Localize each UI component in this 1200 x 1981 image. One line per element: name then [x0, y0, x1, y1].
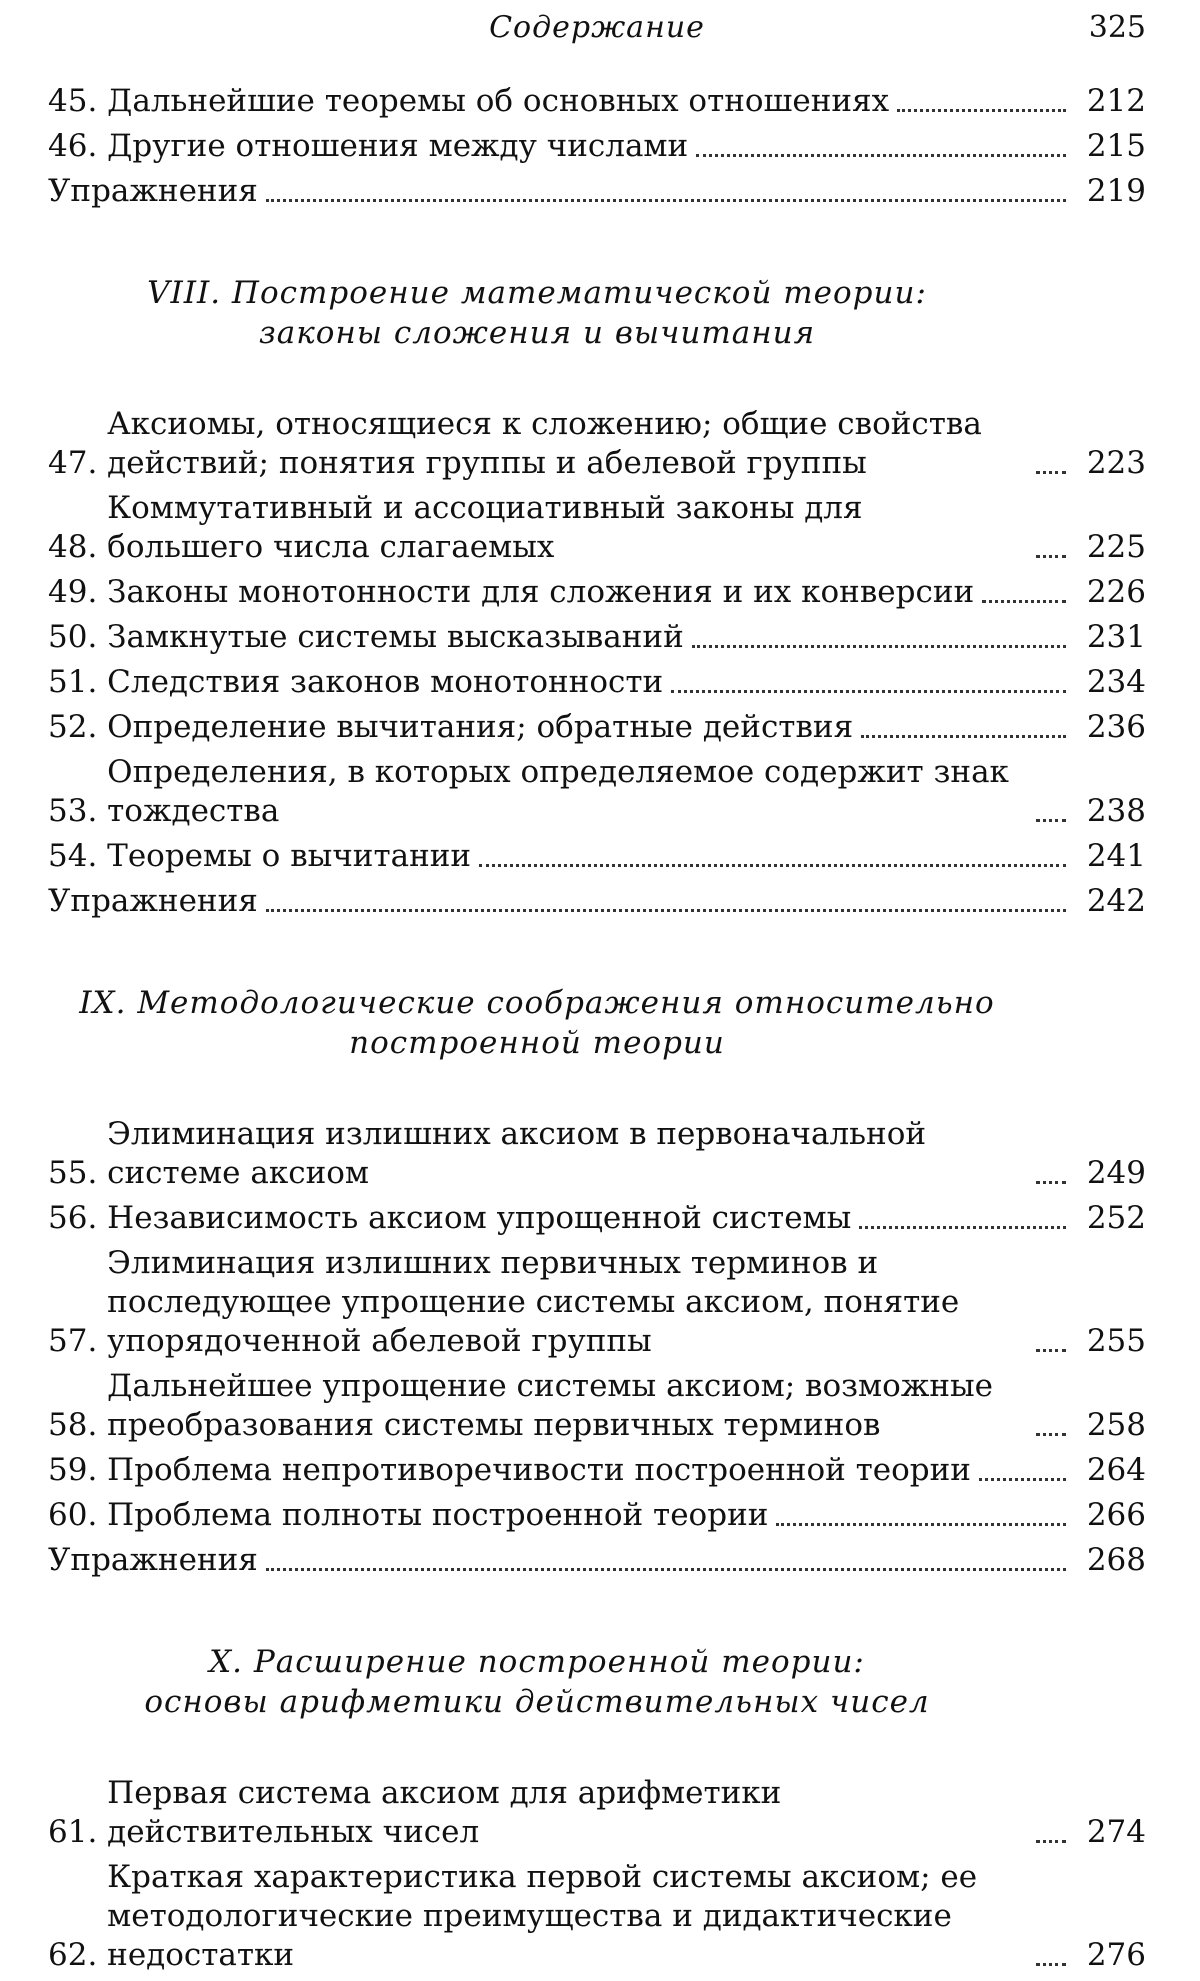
- entry-page: 238: [1086, 793, 1146, 829]
- chapter-heading-line: законы сложения и вычитания: [258, 315, 816, 351]
- entry-number: 49.: [48, 574, 108, 610]
- chapter-heading-line: X. Расширение построенной теории:: [209, 1644, 865, 1680]
- entry-number: 60.: [48, 1497, 108, 1533]
- dot-leader: [861, 734, 1066, 738]
- toc-entry: [48, 837, 1146, 876]
- entry-title-wrap: [107, 489, 1076, 567]
- entry-number: 50.: [48, 619, 108, 655]
- dot-leader: [859, 1225, 1066, 1229]
- toc-entry: [48, 882, 1146, 921]
- table-of-contents: [48, 82, 1146, 1981]
- entry-number: 57.: [48, 1323, 108, 1359]
- entry-title: Дальнейшие теоремы об основных отношениях: [107, 83, 890, 119]
- entry-page: 268: [1086, 1542, 1146, 1578]
- entry-title: Упражнения: [48, 1542, 258, 1578]
- dot-leader: [1036, 1962, 1066, 1966]
- entry-number: 61.: [48, 1814, 108, 1850]
- toc-entry: [48, 708, 1146, 747]
- chapter-heading: [48, 983, 1146, 1063]
- toc-entry: [48, 753, 1146, 831]
- dot-leader: [1036, 1180, 1066, 1184]
- entry-title-wrap: [107, 1774, 1076, 1852]
- entry-title-wrap: [107, 1496, 1076, 1535]
- dot-leader: [982, 599, 1066, 603]
- entry-title: Законы монотонности для сложения и их конверсии: [107, 574, 975, 610]
- entry-title-wrap: [48, 172, 1076, 211]
- dot-leader: [897, 108, 1066, 112]
- entry-page: 276: [1086, 1937, 1146, 1973]
- entry-title: Другие отношения между числами: [107, 128, 689, 164]
- entry-title-wrap: [107, 1367, 1076, 1445]
- entry-title-wrap: [107, 1451, 1076, 1490]
- toc-entry: [48, 1115, 1146, 1193]
- entry-page: 255: [1086, 1323, 1146, 1359]
- entry-title: Проблема полноты построенной теории: [107, 1497, 769, 1533]
- entry-page: 212: [1086, 83, 1146, 119]
- entry-title: Элиминация излишних аксиом в первоначальной системе аксиом: [107, 1116, 927, 1191]
- entry-number: 54.: [48, 838, 108, 874]
- dot-leader: [776, 1522, 1066, 1526]
- entry-title-wrap: [107, 127, 1076, 166]
- entry-title-wrap: [107, 1858, 1076, 1975]
- entry-title-wrap: [107, 618, 1076, 657]
- toc-entry: [48, 1199, 1146, 1238]
- entry-title: Элиминация излишних первичных терминов и последующее упрощение системы аксиом, понятие упорядоченной абелевой группы: [107, 1245, 960, 1359]
- chapter-heading: [48, 273, 1146, 353]
- entry-title: Замкнутые системы высказываний: [107, 619, 684, 655]
- page-number: 325: [1088, 10, 1146, 45]
- entry-title-wrap: [48, 882, 1076, 921]
- entry-title: Коммутативный и ассоциативный законы для большего числа слагаемых: [107, 490, 863, 565]
- dot-leader: [1036, 470, 1066, 474]
- entry-page: 226: [1086, 574, 1146, 610]
- entry-number: 46.: [48, 128, 108, 164]
- entry-spacer: [48, 921, 1146, 927]
- entry-title: Упражнения: [48, 883, 258, 919]
- entry-title: Упражнения: [48, 173, 258, 209]
- entry-page: 264: [1086, 1452, 1146, 1488]
- dot-leader: [266, 908, 1066, 912]
- entry-spacer: [48, 211, 1146, 217]
- toc-entry: [48, 82, 1146, 121]
- entry-title-wrap: [107, 1115, 1076, 1193]
- entry-title-wrap: [107, 1244, 1076, 1361]
- entry-page: 234: [1086, 664, 1146, 700]
- entry-page: 249: [1086, 1155, 1146, 1191]
- entry-number: 59.: [48, 1452, 108, 1488]
- chapter-heading-line: построенной теории: [349, 1025, 725, 1061]
- entry-page: 242: [1086, 883, 1146, 919]
- dot-leader: [1036, 1348, 1066, 1352]
- toc-entry: [48, 573, 1146, 612]
- entry-page: 252: [1086, 1200, 1146, 1236]
- toc-entry: [48, 1858, 1146, 1975]
- entry-title: Дальнейшее упрощение системы аксиом; возможные преобразования системы первичных терминов: [107, 1368, 994, 1443]
- entry-number: 62.: [48, 1937, 108, 1973]
- toc-entry: [48, 1496, 1146, 1535]
- toc-entry: [48, 405, 1146, 483]
- entry-number: 56.: [48, 1200, 108, 1236]
- dot-leader: [671, 689, 1066, 693]
- chapter-heading-line: IX. Методологические соображения относительно: [79, 985, 995, 1021]
- toc-entry: [48, 1367, 1146, 1445]
- entry-number: 55.: [48, 1155, 108, 1191]
- entry-title-wrap: [107, 405, 1076, 483]
- entry-title: Независимость аксиом упрощенной системы: [107, 1200, 852, 1236]
- entry-page: 258: [1086, 1407, 1146, 1443]
- dot-leader: [266, 198, 1066, 202]
- entry-number: 51.: [48, 664, 108, 700]
- entry-number: 53.: [48, 793, 108, 829]
- entry-title-wrap: [107, 1199, 1076, 1238]
- toc-entry: [48, 663, 1146, 702]
- entry-title-wrap: [48, 1541, 1076, 1580]
- dot-leader: [1036, 1432, 1066, 1436]
- entry-number: 47.: [48, 445, 108, 481]
- dot-leader: [979, 1477, 1066, 1481]
- entry-title-wrap: [107, 753, 1076, 831]
- entry-page: 236: [1086, 709, 1146, 745]
- entry-title: Проблема непротиворечивости построенной теории: [107, 1452, 971, 1488]
- dot-leader: [692, 644, 1066, 648]
- chapter-heading: [48, 1642, 1146, 1722]
- entry-title: Следствия законов монотонности: [107, 664, 664, 700]
- entry-title-wrap: [107, 837, 1076, 876]
- toc-entry: [48, 1541, 1146, 1580]
- entry-title: Краткая характеристика первой системы аксиом; ее методологические преимущества и дидактические недостатки: [107, 1859, 978, 1973]
- entry-page: 274: [1086, 1814, 1146, 1850]
- entry-title-wrap: [107, 82, 1076, 121]
- entry-page: 231: [1086, 619, 1146, 655]
- entry-title: Определение вычитания; обратные действия: [107, 709, 854, 745]
- entry-title: Теоремы о вычитании: [107, 838, 472, 874]
- entry-number: 52.: [48, 709, 108, 745]
- entry-title: Первая система аксиом для арифметики действительных чисел: [107, 1775, 782, 1850]
- entry-title: Аксиомы, относящиеся к сложению; общие свойства действий; понятия группы и абелевой группы: [107, 406, 982, 481]
- entry-title-wrap: [107, 708, 1076, 747]
- entry-page: 241: [1086, 838, 1146, 874]
- toc-entry: [48, 127, 1146, 166]
- chapter-heading-line: основы арифметики действительных чисел: [144, 1684, 930, 1720]
- entry-number: 48.: [48, 529, 108, 565]
- toc-entry: [48, 618, 1146, 657]
- entry-page: 219: [1086, 173, 1146, 209]
- toc-entry: [48, 1451, 1146, 1490]
- dot-leader: [1036, 554, 1066, 558]
- entry-page: 225: [1086, 529, 1146, 565]
- toc-entry: [48, 1774, 1146, 1852]
- dot-leader: [479, 863, 1066, 867]
- entry-spacer: [48, 1580, 1146, 1586]
- entry-page: 266: [1086, 1497, 1146, 1533]
- entry-title-wrap: [107, 663, 1076, 702]
- entry-title-wrap: [107, 573, 1076, 612]
- toc-entry: [48, 172, 1146, 211]
- running-head: [48, 10, 1146, 54]
- dot-leader: [1036, 1839, 1066, 1843]
- toc-entry: [48, 489, 1146, 567]
- dot-leader: [1036, 818, 1066, 822]
- dot-leader: [266, 1567, 1066, 1571]
- entry-page: 215: [1086, 128, 1146, 164]
- toc-entry: [48, 1244, 1146, 1361]
- entry-page: 223: [1086, 445, 1146, 481]
- entry-spacer: [48, 1975, 1146, 1981]
- dot-leader: [696, 153, 1066, 157]
- chapter-heading-line: VIII. Построение математической теории:: [147, 275, 927, 311]
- entry-title: Определения, в которых определяемое содержит знак тождества: [107, 754, 1009, 829]
- entry-number: 45.: [48, 83, 108, 119]
- entry-number: 58.: [48, 1407, 108, 1443]
- running-title: Содержание: [489, 10, 705, 45]
